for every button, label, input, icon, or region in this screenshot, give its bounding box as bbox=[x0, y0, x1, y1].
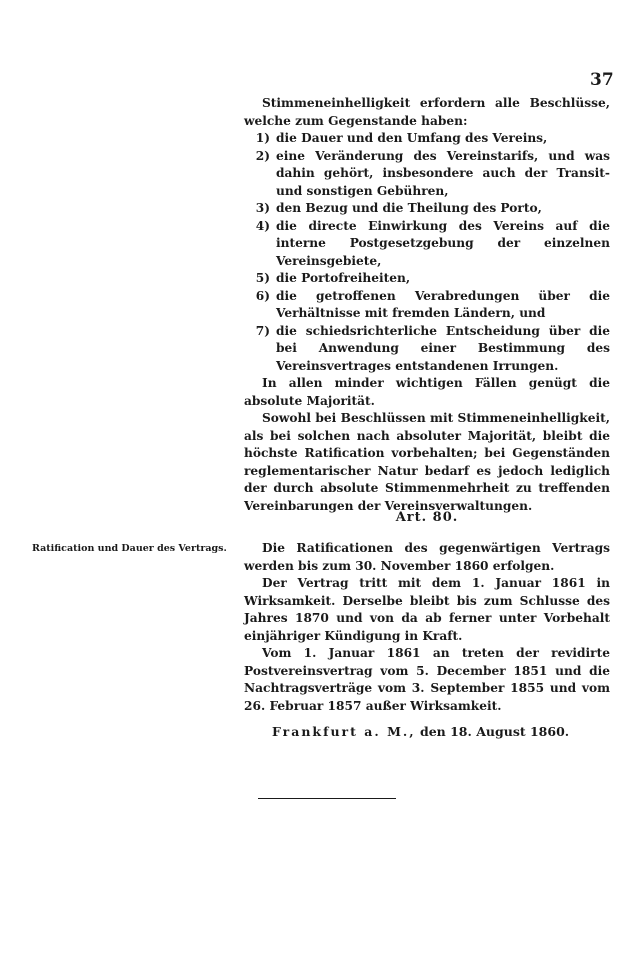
list-item-text: den Bezug und die Theilung des Porto, bbox=[276, 201, 542, 215]
list-item-number: 2) bbox=[255, 148, 270, 163]
list-item-number: 6) bbox=[255, 288, 270, 303]
list-item bbox=[244, 200, 610, 218]
list-item bbox=[244, 218, 610, 271]
intro-paragraph: Stimmeneinhelligkeit erfordern alle Beschlüsse, welche zum Gegenstande haben: bbox=[244, 96, 610, 128]
article-heading: Art. 80. bbox=[395, 510, 459, 525]
article-body bbox=[244, 540, 610, 715]
closing-rule bbox=[258, 798, 396, 799]
list-item-text: die schiedsrichterliche Entscheidung über die bei Anwendung einer Bestimmung des Vereinsvertrages entstandenen Irrungen. bbox=[276, 323, 610, 373]
signature-city: Frankfurt a. M., bbox=[272, 724, 416, 739]
list-item-text: die getroffenen Verabredungen über die Verhältnisse mit fremden Ländern, und bbox=[276, 288, 610, 320]
article-paragraph: Die Ratificationen des gegenwärtigen Vertrags werden bis zum 30. November 1860 erfolgen. bbox=[244, 541, 610, 573]
list-item-text: die directe Einwirkung des Vereins auf die interne Postgesetzgebung der einzelnen Vereinsgebiete, bbox=[276, 218, 610, 268]
signature-date: den 18. August 1860. bbox=[419, 724, 570, 739]
list-item bbox=[244, 323, 610, 376]
list-item-number: 1) bbox=[255, 131, 270, 145]
list-item bbox=[244, 270, 610, 288]
ratification-reserved-paragraph: Sowohl bei Beschlüssen mit Stimmeneinhelligkeit, als bei solchen nach absoluter Majorität, bleibt die höchste Ratification vorbehalten; bei Gegenständen reglementarischer Natur bedarf es jedoch lediglich der durch absolute Stimmenmehrheit zu treffenden Vereinbarungen der Vereinsverwaltungen. bbox=[244, 411, 610, 513]
section-top bbox=[244, 95, 610, 515]
minor-cases-paragraph: In allen minder wichtigen Fällen genügt die absolute Majorität. bbox=[244, 376, 610, 408]
list-item-text: eine Veränderung des Vereinstarifs, und was dahin gehört, insbesondere auch der Transit- und sonstigen Gebühren, bbox=[276, 148, 610, 198]
list-item bbox=[244, 148, 610, 201]
article-paragraph: Vom 1. Januar 1861 an treten der revidirte Postvereinsvertrag vom 5. December 1851 und die Nachtragsverträge vom 3. September 1855 und vom 26. Februar 1857 außer Wirksamkeit. bbox=[244, 646, 610, 713]
list-item-text: die Portofreiheiten, bbox=[276, 271, 411, 285]
page-number: 37 bbox=[590, 70, 614, 90]
list-item-number: 4) bbox=[255, 218, 270, 233]
list-item-number: 7) bbox=[255, 323, 270, 338]
list-item bbox=[244, 130, 610, 148]
list-item-number: 5) bbox=[255, 271, 270, 285]
marginal-note: Ratification und Dauer des Vertrags. bbox=[32, 543, 227, 554]
list-item-number: 3) bbox=[255, 201, 270, 215]
signature-line bbox=[272, 724, 569, 739]
list-item-text: die Dauer und den Umfang des Vereins, bbox=[276, 131, 548, 145]
requirement-list bbox=[244, 130, 610, 375]
article-paragraph: Der Vertrag tritt mit dem 1. Januar 1861 in Wirksamkeit. Derselbe bleibt bis zum Schlusse des Jahres 1870 und von da ab ferner unter Vorbehalt einjähriger Kündigung in Kraft. bbox=[244, 576, 610, 643]
list-item bbox=[244, 288, 610, 323]
